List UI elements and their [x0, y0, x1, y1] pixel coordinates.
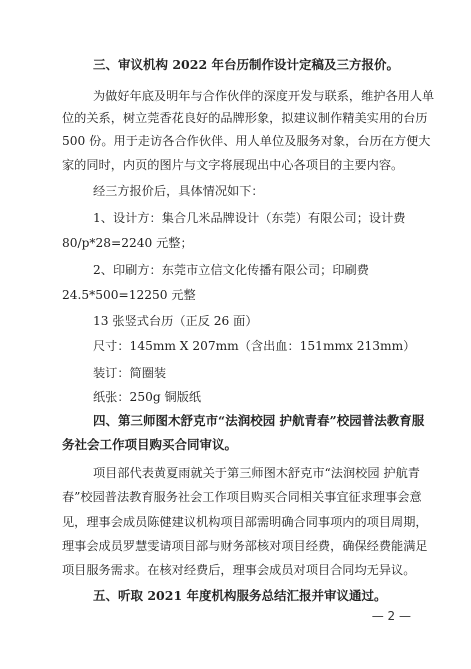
body-line-16: 项目部代表黄夏雨就关于第三师图木舒克市“法润校园 护航青 [93, 466, 420, 480]
page-number: — 2 — [371, 609, 411, 623]
body-line-19: 理事会成员罗慧雯请项目部与财务部核对项目经费，确保经费能满足 [62, 539, 428, 553]
section-five-heading: 五、听取 2021 年度机构服务总结汇报并审议通过。 [93, 588, 387, 603]
body-line-17: 春”校园普法教育服务社会工作项目购买合同相关事宜征求理事会意 [62, 490, 422, 504]
body-line-2: 位的关系，树立莞香花良好的品牌形象，拟建议制作精美实用的台历 [62, 111, 428, 125]
body-line-1: 为做好年底及明年与合作伙伴的深度开发与联系，维护各用人单 [93, 89, 435, 103]
body-line-8: 2、印刷方：东莞市立信文化传播有限公司；印刷费 [93, 263, 369, 277]
body-line-13: 纸张：250g 铜版纸 [93, 390, 202, 404]
section-three-heading: 三、审议机构 2022 年台历制作设计定稿及三方报价。 [93, 57, 399, 72]
body-line-6: 1、设计方：集合几米品牌设计（东莞）有限公司；设计费 [93, 211, 406, 225]
body-line-10: 13 张竖式台历（正反 26 面） [93, 314, 258, 328]
body-line-18: 见，理事会成员陈健建议机构项目部需明确合同事项内的项目周期， [62, 515, 428, 529]
body-line-20: 项目服务需求。在核对经费后，理事会成员对项目合同均无异议。 [62, 563, 416, 577]
section-four-heading-line-2: 务社会工作项目购买合同审议。 [62, 437, 238, 452]
section-four-heading-line-1: 四、第三师图木舒克市“法润校园 护航青春”校园普法教育服 [93, 413, 425, 428]
body-line-5: 经三方报价后，具体情况如下： [93, 184, 264, 198]
body-line-12: 装订：简圈装 [93, 366, 167, 380]
body-line-9: 24.5*500=12250 元整 [62, 288, 196, 302]
body-line-7: 80/p*28=2240 元整； [62, 236, 193, 250]
body-line-4: 家的同时，内页的图片与文字将展现出中心各项目的主要内容。 [62, 158, 404, 172]
body-line-3: 500 份。用于走访各合作伙伴、用人单位及服务对象，台历在方便大 [62, 134, 431, 148]
body-line-11: 尺寸：145mm X 207mm（含出血：151mmx 213mm） [93, 339, 416, 353]
